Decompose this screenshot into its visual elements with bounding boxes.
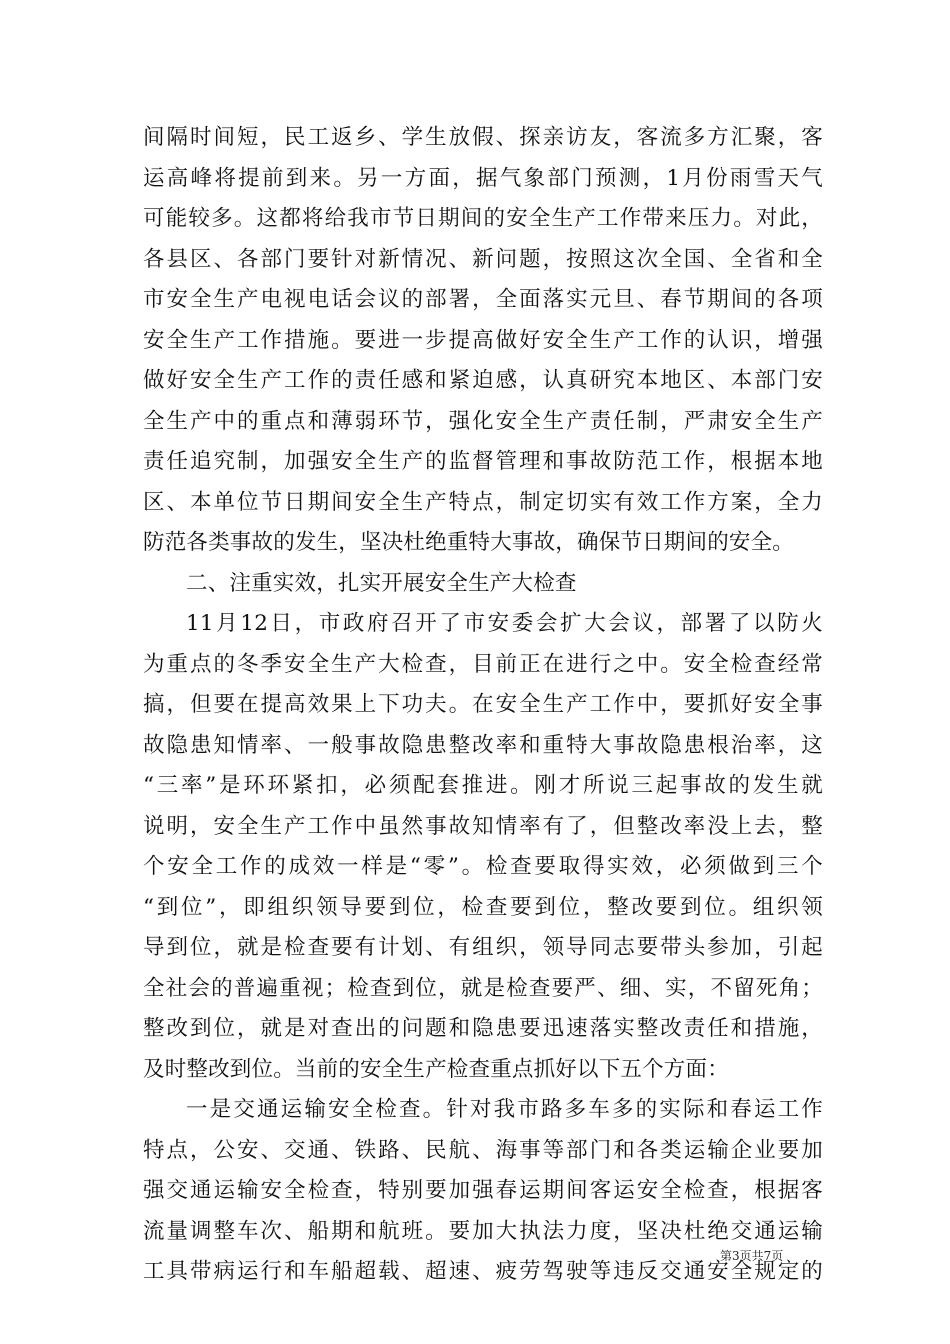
text-line: 可能较多。这都将给我市节日期间的安全生产工作带来压力。对此， bbox=[143, 206, 823, 231]
text-line: 说明，安全生产工作中虽然事故知情率有了，但整改率没上去，整 bbox=[143, 813, 823, 839]
text-line: “到位”，即组织领导要到位，检查要到位，整改要到位。组织领 bbox=[143, 894, 823, 920]
text-line: 11月12日，市政府召开了市安委会扩大会议，部署了以防火 bbox=[186, 611, 823, 636]
text-line: 做好安全生产工作的责任感和紧迫感，认真研究本地区、本部门安 bbox=[143, 368, 823, 393]
text-line: 搞，但要在提高效果上下功夫。在安全生产工作中，要抓好安全事 bbox=[143, 692, 823, 717]
text-line: “三率”是环环紧扣，必须配套推进。刚才所说三起事故的发生就 bbox=[143, 773, 823, 798]
section-heading: 二、注重实效，扎实开展安全生产大检查 bbox=[186, 570, 577, 596]
text-line: 特点，公安、交通、铁路、民航、海事等部门和各类运输企业要加 bbox=[143, 1137, 823, 1163]
text-line: 全社会的普遍重视；检查到位，就是检查要严、细、实，不留死角； bbox=[143, 975, 823, 1001]
text-line: 及时整改到位。当前的安全生产检查重点抓好以下五个方面： bbox=[143, 1056, 729, 1082]
text-line: 整改到位，就是对查出的问题和隐患要迅速落实整改责任和措施， bbox=[143, 1016, 823, 1041]
text-line: 防范各类事故的发生，坚决杜绝重特大事故，确保节日期间的安全。 bbox=[143, 530, 795, 555]
text-line: 故隐患知情率、一般事故隐患整改率和重特大事故隐患根治率，这 bbox=[143, 732, 823, 758]
text-line: 区、本单位节日期间安全生产特点，制定切实有效工作方案，全力 bbox=[143, 489, 823, 515]
text-line: 一是交通运输安全检查。针对我市路多车多的实际和春运工作 bbox=[186, 1097, 823, 1122]
text-line: 工具带病运行和车船超载、超速、疲劳驾驶等违反交通安全规定的 bbox=[143, 1259, 823, 1284]
text-line: 市安全生产电视电话会议的部署，全面落实元旦、春节期间的各项 bbox=[143, 287, 823, 312]
text-line: 流量调整车次、船期和航班。要加大执法力度，坚决杜绝交通运输 bbox=[143, 1218, 823, 1244]
text-line: 全生产中的重点和薄弱环节，强化安全生产责任制，严肃安全生产 bbox=[143, 408, 823, 434]
text-line: 各县区、各部门要针对新情况、新问题，按照这次全国、全省和全 bbox=[143, 246, 823, 272]
text-line: 为重点的冬季安全生产大检查，目前正在进行之中。安全检查经常 bbox=[143, 651, 823, 677]
document-body bbox=[143, 118, 823, 1293]
text-line: 安全生产工作措施。要进一步提高做好安全生产工作的认识，增强 bbox=[143, 327, 823, 353]
text-line: 导到位，就是检查要有计划、有组织，领导同志要带头参加，引起 bbox=[143, 935, 823, 960]
page-number: 第3页共7页 bbox=[720, 1249, 784, 1263]
text-line: 运高峰将提前到来。另一方面，据气象部门预测，1月份雨雪天气 bbox=[143, 165, 823, 191]
text-line: 个安全工作的成效一样是“零”。检查要取得实效，必须做到三个 bbox=[143, 854, 823, 879]
text-line: 责任追究制，加强安全生产的监督管理和事故防范工作，根据本地 bbox=[143, 449, 823, 474]
text-line: 间隔时间短，民工返乡、学生放假、探亲访友，客流多方汇聚，客 bbox=[143, 125, 823, 150]
text-line: 强交通运输安全检查，特别要加强春运期间客运安全检查，根据客 bbox=[143, 1178, 823, 1203]
